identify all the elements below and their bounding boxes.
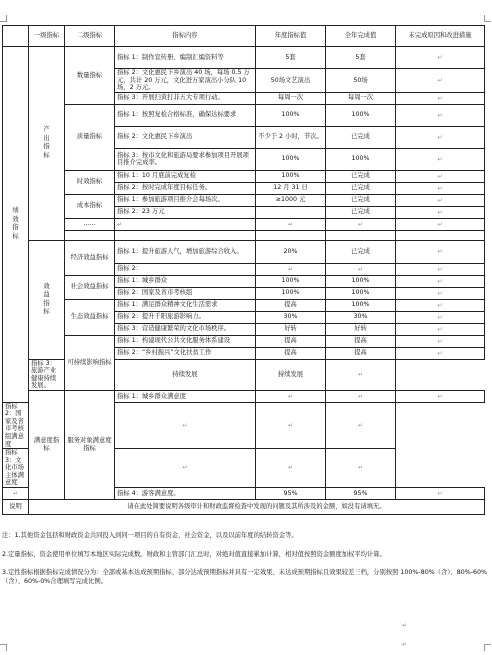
row-q1-actual: 5套 — [326, 47, 396, 69]
table-row — [3, 104, 485, 126]
row-ql3-content: 指标 3：按市文化和旅游局要求参加项目开展项目推介完成率。 — [115, 148, 256, 170]
row-sv1-annual: 提高 — [256, 335, 326, 347]
explanation-label: 说明 — [3, 499, 29, 514]
row-q3-reason: ↵ — [396, 92, 485, 104]
row-sa4-content: 指标 4：游客满意度。 — [115, 487, 256, 499]
row-g1-actual: 100% — [326, 299, 396, 311]
group-benefit-cell — [29, 240, 65, 359]
ellipsis-cell: …… — [65, 218, 115, 230]
row-s1-annual: 100% — [256, 275, 326, 287]
row-sv1-actual: 提高 — [326, 335, 396, 347]
corner-mark — [0, 15, 7, 22]
row-q1-annual: 5套 — [256, 47, 326, 69]
table-row — [3, 335, 485, 347]
row-g1-content: 指标 1：满足群众精神文化生活需求 — [115, 299, 256, 311]
row-e1-actual: 已完成 — [326, 240, 396, 263]
row-c1-actual: 已完成 — [326, 194, 396, 206]
paragraph-mark: ↵ — [402, 641, 408, 648]
sub-cost-cell: 成本指标 — [65, 194, 115, 218]
table-row — [3, 240, 485, 263]
row-c2-annual — [256, 206, 326, 218]
group-output-cell — [29, 47, 65, 241]
row-ql1-actual: 100% — [326, 104, 396, 126]
row-t1-content: 指标 1：10 月底前完成复检 — [115, 170, 256, 182]
corner-mark — [0, 644, 7, 651]
row-sa3-reason: ↵ — [326, 449, 396, 488]
row-sa2-actual: ↵ — [256, 402, 326, 448]
row-q2-actual: 50场 — [326, 69, 396, 93]
row-c2-content: 指标 2：23 万元 — [115, 206, 256, 218]
row-sa1-reason: ↵ — [396, 390, 485, 402]
row-g2-annual: 30% — [256, 311, 326, 323]
row-ql3-reason: ↵ — [396, 148, 485, 170]
sub-quantity-cell: 数量指标 — [65, 47, 115, 105]
row-s2-content: 指标 2：国家及省市考核组 — [115, 287, 256, 299]
row-sa2-content: 指标 2：国家及省市考核组满意度 — [3, 402, 29, 448]
row-t1-annual: 100% — [256, 170, 326, 182]
row-c1-reason: ↵ — [396, 194, 485, 206]
row-s2-actual: 100% — [326, 287, 396, 299]
row-e1-annual: 20% — [256, 240, 326, 263]
table-header-row — [3, 26, 485, 47]
row-sv3-annual: 持续发展 — [115, 359, 256, 390]
footnotes — [2, 532, 488, 596]
header-level1: 一级指标 — [29, 26, 65, 47]
corner-mark — [484, 644, 491, 651]
side-bottom-mark: ↵ — [3, 487, 29, 499]
row-ql1-content: 指标 1：按照复检合格标准，确保达标要求 — [115, 104, 256, 126]
row-sa4-reason: ↵ — [396, 487, 485, 499]
group-satisfaction-cell: 满意度指标 — [29, 390, 65, 499]
row-q3-actual: 每周一次 — [326, 92, 396, 104]
table-row — [3, 194, 485, 206]
row-sv1-reason: ↵ — [396, 335, 485, 347]
row-sa2-reason: ↵ — [326, 402, 396, 448]
row-g3-content: 指标 3：营造健康繁荣的文化市场秩序。 — [115, 323, 256, 335]
row-e1-reason: ↵ — [396, 240, 485, 263]
sub-sustainable-cell: 可持续影响指标 — [65, 335, 115, 390]
row-ql2-annual: 不少于 2 小时，节次。 — [256, 126, 326, 148]
paragraph-mark: ↵ — [402, 622, 408, 629]
explanation-text: 请在此处简要说明各级审计和财政监督检查中发现的问题及其所涉及的金额，如没有请填无。 — [29, 499, 485, 514]
row-e1-content: 指标 1：提升旅游人气，增加旅游综合收入。 — [115, 240, 256, 263]
row-q1-reason: ↵ — [396, 47, 485, 69]
performance-indicator-table — [2, 25, 485, 515]
row-q3-annual: 每周一次 — [256, 92, 326, 104]
spacer-cell — [396, 230, 485, 240]
footnote-2: 2.定量指标，资金使用单位填写本地区实际完成数。财政和主管部门汇总时，对绝对值直接累加计算，相对值按照资金额度加权平均计算。 — [2, 550, 386, 558]
sub-service-cell: 服务对象满意度指标 — [65, 390, 115, 499]
row-sv3-content: 指标 3：旅游产业健康持续发展。 — [29, 359, 65, 390]
row-sv2-annual: 提高 — [256, 347, 326, 359]
row-s2-reason: ↵ — [396, 287, 485, 299]
row-e2-actual: ↵ — [326, 263, 396, 275]
side-label-cell — [3, 47, 29, 403]
row-t2-reason: ↵ — [396, 182, 485, 194]
row-sa3-content: 指标 3：文化市场主体满意度 — [3, 449, 29, 488]
spacer-cell — [115, 230, 256, 240]
sub-economic-cell: 经济效益指标 — [65, 240, 115, 275]
row-g3-actual: 好转 — [326, 323, 396, 335]
side-label: 绩效指标 — [12, 207, 19, 240]
row-q3-content: 指标 3：开展扫黄打非五大专项行动。 — [115, 92, 256, 104]
row-sa1-actual: ↵ — [326, 390, 396, 402]
header-actual-value: 全年完成值 — [326, 26, 396, 47]
row-ql1-annual: 100% — [256, 104, 326, 126]
spacer-cell — [256, 230, 326, 240]
row-q2-annual: 50场文艺演出 — [256, 69, 326, 93]
row-sa4-annual: 95% — [256, 487, 326, 499]
row-c2-reason: ↵ — [396, 206, 485, 218]
row-ql2-reason: ↵ — [396, 126, 485, 148]
row-q2-reason: ↵ — [396, 69, 485, 93]
table-row — [3, 170, 485, 182]
row-sv3-actual: 持续发展 — [256, 359, 326, 390]
row-e2-annual: ↵ — [256, 263, 326, 275]
row-sv1-content: 指标 1：构建现代公共文化服务体系建设 — [115, 335, 256, 347]
footnote-3: 3.定性指标根据指标完成情况分为：全部或基本达成预期指标、部分达成预期指标并具有一定效果、未达成预期指标且效果较差三档，分别按照 100%-80%（含）、80%-60%（含）、60%-0%合理填写完成比例。 — [2, 569, 487, 585]
explanation-row — [3, 499, 485, 514]
table-row — [3, 390, 485, 402]
header-content: 指标内容 — [115, 26, 256, 47]
row-c1-annual: ≥1000 元 — [256, 194, 326, 206]
table-row — [3, 275, 485, 287]
row-s1-actual: 100% — [326, 275, 396, 287]
row-sv2-actual: 提高 — [326, 347, 396, 359]
row-s1-content: 指标 1：城乡群众 — [115, 275, 256, 287]
corner-mark — [484, 15, 491, 22]
row-t1-actual: 已完成 — [326, 170, 396, 182]
row-q2-content: 指标 2：文化惠民下乡演出 40 场，每场 0.5 万元，共计 20 万元，文化进万家演出小分队 10 场，2 万元。 — [115, 69, 256, 93]
row-s2-annual: 100% — [256, 287, 326, 299]
row-g1-reason: ↵ — [396, 299, 485, 311]
ellipsis-content: ↵ — [115, 218, 256, 230]
sub-ecological-cell: 生态效益指标 — [65, 299, 115, 335]
footnote-1: 注：1.其他资金包括和财政资金共同投入到同一项目的自有资金、社会资金，以及以前年度的结转资金等。 — [2, 532, 298, 539]
row-g3-annual: 好转 — [256, 323, 326, 335]
sub-quality-cell: 质量指标 — [65, 104, 115, 170]
row-sa3-annual: ↵ — [115, 449, 256, 488]
header-level2: 二级指标 — [65, 26, 115, 47]
row-g2-content: 指标 2：提升千阳旅游影响力。 — [115, 311, 256, 323]
row-ql2-actual: 已完成 — [326, 126, 396, 148]
row-t2-actual: 已完成 — [326, 182, 396, 194]
row-g2-reason: ↵ — [396, 311, 485, 323]
row-sv2-content: 指标 2：“乡村振兴”文化扶贫工作 — [115, 347, 256, 359]
spacer-cell — [326, 230, 396, 240]
row-s1-reason: ↵ — [396, 275, 485, 287]
ellipsis-annual: ↵ — [256, 218, 326, 230]
table-row — [3, 47, 485, 69]
row-e2-content: 指标 2： — [115, 263, 256, 275]
sub-social-cell: 社会效益指标 — [65, 275, 115, 299]
group-benefit-label: 效益指标 — [43, 282, 50, 316]
row-g1-annual: 提高 — [256, 299, 326, 311]
row-sa4-actual: 95% — [326, 487, 396, 499]
header-reason: 未完成原因和改进措施 — [396, 26, 485, 47]
table-row — [3, 299, 485, 311]
row-ql3-annual: 100% — [256, 148, 326, 170]
row-sa1-content: 指标 1：城乡群众满意度 — [115, 390, 256, 402]
sub-timeliness-cell: 时效指标 — [65, 170, 115, 194]
row-sv3-reason: ↵ — [326, 359, 396, 390]
row-c1-content: 指标 1：参加旅游项目推介会每场次。 — [115, 194, 256, 206]
row-sv2-reason: ↵ — [396, 347, 485, 359]
table-row — [3, 218, 485, 230]
row-ql2-content: 指标 2：文化惠民下乡演出 — [115, 126, 256, 148]
row-ql3-actual: 100% — [326, 148, 396, 170]
row-q1-content: 指标 1：制作宣传册、编制汇编资料等 — [115, 47, 256, 69]
row-sa3-actual: ↵ — [256, 449, 326, 488]
ellipsis-reason: ↵ — [396, 218, 485, 230]
row-g3-reason: ↵ — [396, 323, 485, 335]
row-e2-reason: ↵ — [396, 263, 485, 275]
table-row — [3, 230, 485, 240]
row-t2-annual: 12 月 31 日 — [256, 182, 326, 194]
row-t2-content: 指标 2：按时完成年度目标任务。 — [115, 182, 256, 194]
row-sa2-annual: ↵ — [115, 402, 256, 448]
row-sa1-annual: ↵ — [256, 390, 326, 402]
row-c2-actual: 已完成 — [326, 206, 396, 218]
row-t1-reason: ↵ — [396, 170, 485, 182]
row-ql1-reason: ↵ — [396, 104, 485, 126]
ellipsis-actual: ↵ — [326, 218, 396, 230]
header-annual-target: 年度指标值 — [256, 26, 326, 47]
row-g2-actual: 30% — [326, 311, 396, 323]
group-output-label: 产出指标 — [43, 126, 50, 159]
spacer-cell — [65, 230, 115, 240]
header-blank-cell — [3, 26, 29, 47]
